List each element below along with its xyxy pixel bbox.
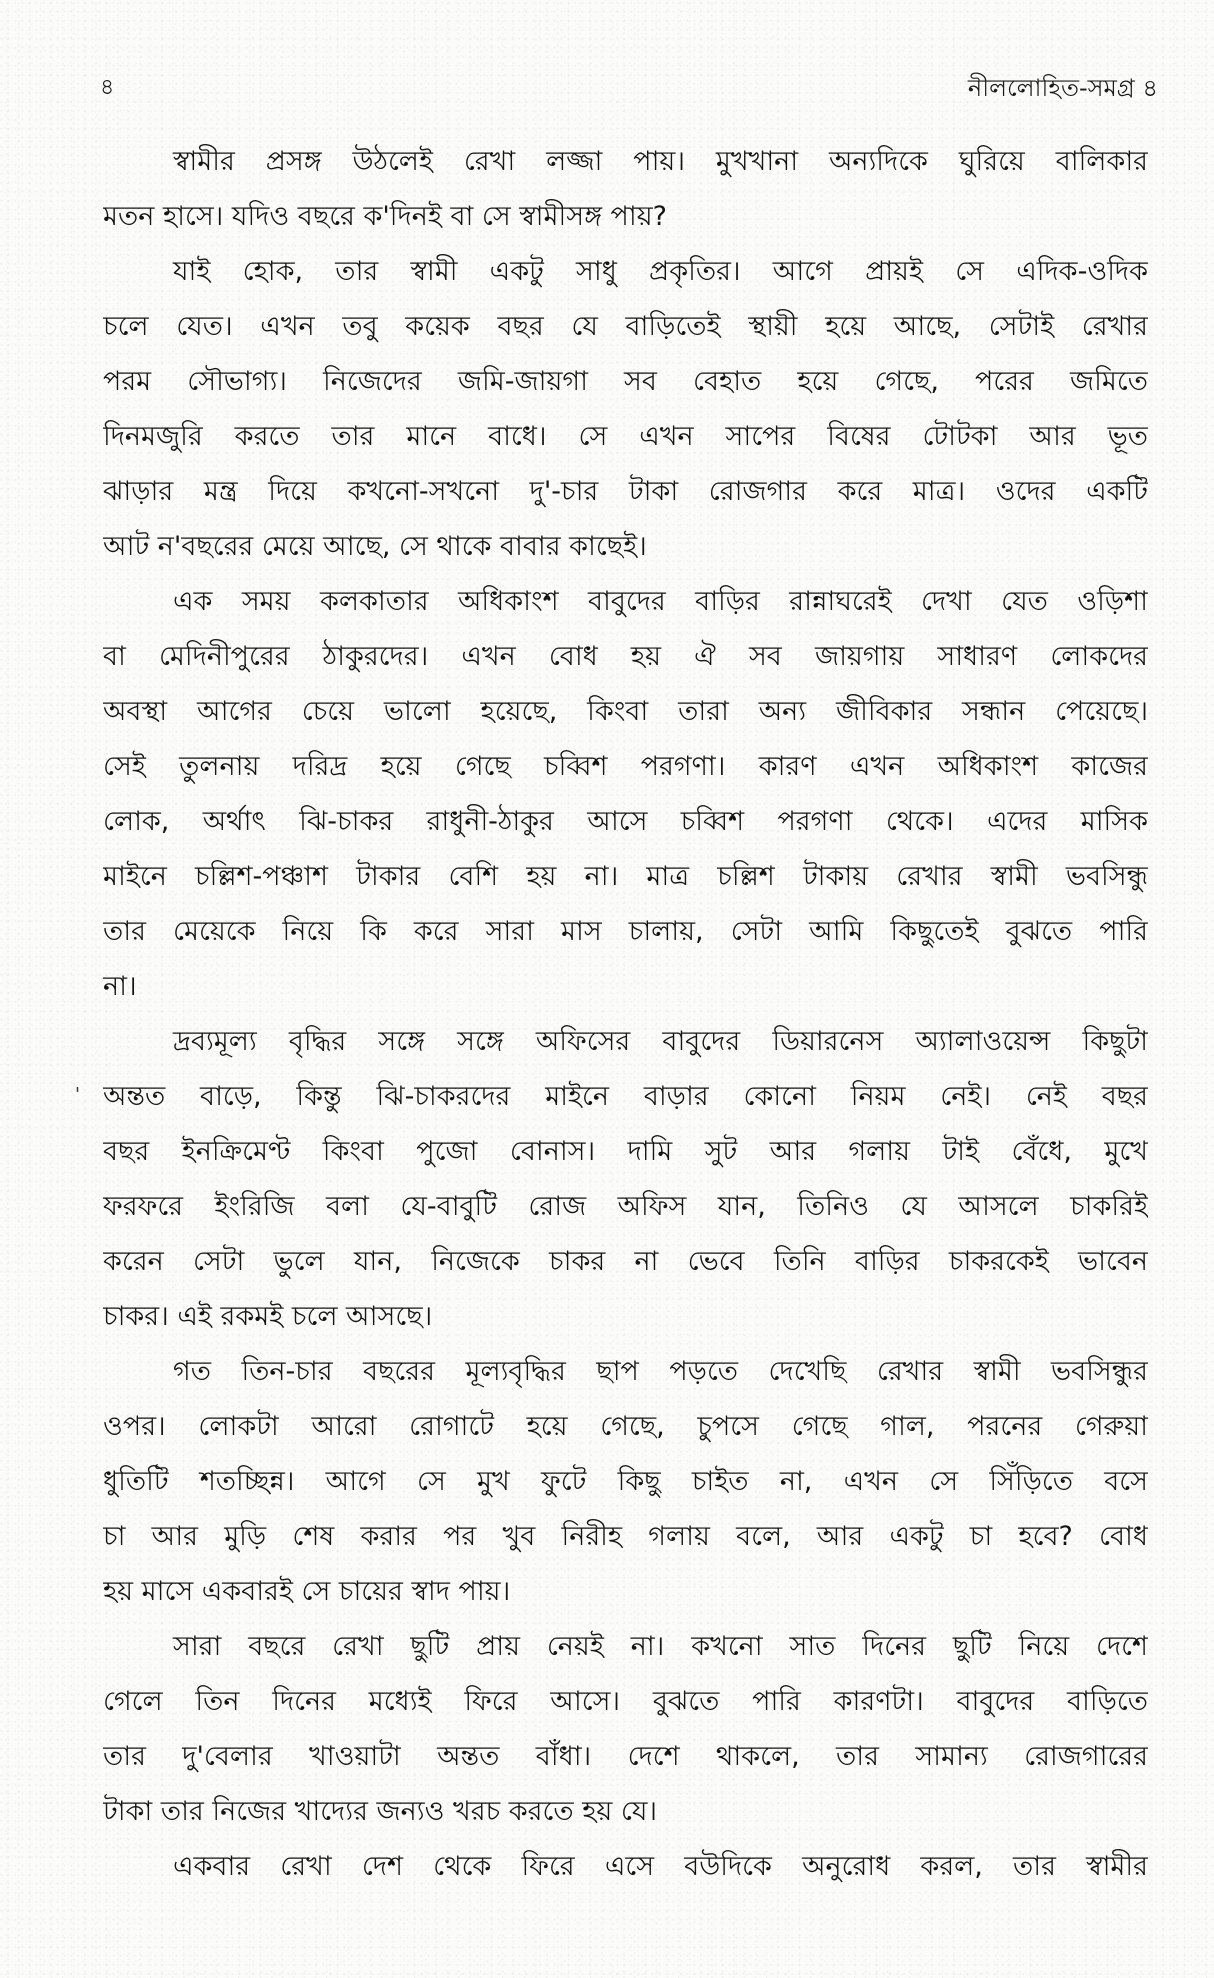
- text-line: দ্রব্যমূল্য বৃদ্ধির সঙ্গে সঙ্গে অফিসের বাবুদের ডিয়ারনেস অ্যালাওয়েন্স কিছুটা: [173, 1026, 1148, 1057]
- text-line: দিনমজুরি করতে তার মানে বাধে। সে এখন সাপের বিষের টোটকা আর ভূত: [103, 421, 1148, 452]
- page-number: ৪: [100, 75, 115, 100]
- paragraph: [103, 1619, 1148, 1839]
- text-line: গত তিন-চার বছরের মূল্যবৃদ্ধির ছাপ পড়তে দেখেছি রেখার স্বামী ভবসিন্ধুর: [173, 1356, 1148, 1387]
- paragraph: [103, 1014, 1148, 1344]
- text-line: ঝাড়ার মন্ত্র দিয়ে কখনো-সখনো দু'-চার টাকা রোজগার করে মাত্র। ওদের একটি: [103, 476, 1148, 507]
- margin-mark: ': [75, 1084, 80, 1105]
- text-line: তার দু'বেলার খাওয়াটা অন্তত বাঁধা। দেশে থাকলে, তার সামান্য রোজগারের: [103, 1741, 1148, 1772]
- text-line: টাকা তার নিজের খাদ্যের জন্যও খরচ করতে হয় যে।: [103, 1796, 658, 1827]
- text-line: সারা বছরে রেখা ছুটি প্রায় নেয়ই না। কখনো সাত দিনের ছুটি নিয়ে দেশে: [173, 1631, 1148, 1662]
- text-line: হয় মাসে একবারই সে চায়ের স্বাদ পায়।: [103, 1576, 511, 1607]
- text-line: অবস্থা আগের চেয়ে ভালো হয়েছে, কিংবা তারা অন্য জীবিকার সন্ধান পেয়েছে।: [103, 696, 1148, 727]
- text-line: ধুতিটি শতচ্ছিন্ন। আগে সে মুখ ফুটে কিছু চাইত না, এখন সে সিঁড়িতে বসে: [103, 1466, 1148, 1497]
- text-line: বছর ইনক্রিমেণ্ট কিংবা পুজো বোনাস। দামি সুট আর গলায় টাই বেঁধে, মুখে: [103, 1136, 1148, 1167]
- paragraph: [103, 1839, 1148, 1894]
- paragraph: [103, 574, 1148, 1014]
- text-line: সেই তুলনায় দরিদ্র হয়ে গেছে চব্বিশ পরগণা। কারণ এখন অধিকাংশ কাজের: [103, 751, 1148, 782]
- text-line: পরম সৌভাগ্য। নিজেদের জমি-জায়গা সব বেহাত হয়ে গেছে, পরের জমিতে: [103, 366, 1148, 397]
- text-line: চা আর মুড়ি শেষ করার পর খুব নিরীহ গলায় বলে, আর একটু চা হবে? বোধ: [103, 1521, 1148, 1552]
- text-line: ফরফরে ইংরিজি বলা যে-বাবুটি রোজ অফিস যান, তিনিও যে আসলে চাকরিই: [103, 1191, 1148, 1222]
- text-line: স্বামীর প্রসঙ্গ উঠলেই রেখা লজ্জা পায়। মুখখানা অন্যদিকে ঘুরিয়ে বালিকার: [173, 146, 1148, 177]
- text-line: গেলে তিন দিনের মধ্যেই ফিরে আসে। বুঝতে পারি কারণটা। বাবুদের বাড়িতে: [103, 1686, 1148, 1717]
- text-line: লোক, অর্থাৎ ঝি-চাকর রাধুনী-ঠাকুর আসে চব্বিশ পরগণা থেকে। এদের মাসিক: [103, 806, 1148, 837]
- text-line: না।: [103, 971, 137, 1002]
- body-text: [103, 134, 1148, 1894]
- text-line: অন্তত বাড়ে, কিন্তু ঝি-চাকরদের মাইনে বাড়ার কোনো নিয়ম নেই। নেই বছর: [103, 1081, 1148, 1112]
- text-line: একবার রেখা দেশ থেকে ফিরে এসে বউদিকে অনুরোধ করল, তার স্বামীর: [173, 1851, 1148, 1882]
- text-line: তার মেয়েকে নিয়ে কি করে সারা মাস চালায়, সেটা আমি কিছুতেই বুঝতে পারি: [103, 916, 1148, 947]
- paragraph: [103, 244, 1148, 574]
- text-line: ওপর। লোকটা আরো রোগাটে হয়ে গেছে, চুপসে গেছে গাল, পরনের গেরুয়া: [103, 1411, 1148, 1442]
- text-line: এক সময় কলকাতার অধিকাংশ বাবুদের বাড়ির রান্নাঘরেই দেখা যেত ওড়িশা: [173, 586, 1148, 617]
- text-line: আট ন'বছরের মেয়ে আছে, সে থাকে বাবার কাছেই।: [103, 531, 647, 562]
- text-line: করেন সেটা ভুলে যান, নিজেকে চাকর না ভেবে তিনি বাড়ির চাকরকেই ভাবেন: [103, 1246, 1148, 1277]
- text-line: মতন হাসে। যদিও বছরে ক'দিনই বা সে স্বামীসঙ্গ পায়?: [103, 201, 667, 232]
- text-line: চলে যেত। এখন তবু কয়েক বছর যে বাড়িতেই স্থায়ী হয়ে আছে, সেটাই রেখার: [103, 311, 1148, 342]
- book-title: নীললোহিত-সমগ্র ৪: [967, 74, 1158, 102]
- text-line: বা মেদিনীপুরের ঠাকুরদের। এখন বোধ হয় ঐ সব জায়গায় সাধারণ লোকদের: [103, 641, 1148, 672]
- text-line: চাকর। এই রকমই চলে আসছে।: [103, 1301, 433, 1332]
- paragraph: [103, 1344, 1148, 1619]
- running-header: [100, 72, 1158, 104]
- text-line: যাই হোক, তার স্বামী একটু সাধু প্রকৃতির। আগে প্রায়ই সে এদিক-ওদিক: [173, 256, 1148, 287]
- text-line: মাইনে চল্লিশ-পঞ্চাশ টাকার বেশি হয় না। মাত্র চল্লিশ টাকায় রেখার স্বামী ভবসিন্ধু: [103, 861, 1148, 892]
- paragraph: [103, 134, 1148, 244]
